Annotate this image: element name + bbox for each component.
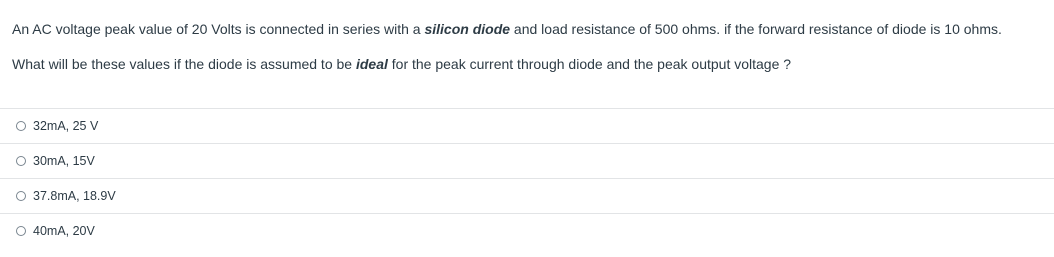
radio-button-icon[interactable] bbox=[16, 226, 26, 236]
answer-option-label: 40mA, 20V bbox=[33, 224, 95, 238]
answer-option-2[interactable] bbox=[0, 143, 1054, 178]
question-line-1-part-2: and load resistance of 500 ohms. if the forward resistance of diode is 10 ohms. bbox=[510, 21, 1002, 37]
answer-option-label: 37.8mA, 18.9V bbox=[33, 189, 116, 203]
answer-options bbox=[0, 108, 1054, 248]
answer-option-4[interactable] bbox=[0, 213, 1054, 248]
question-line-2-emphasis: ideal bbox=[355, 56, 388, 72]
question-line-1 bbox=[12, 20, 1052, 38]
question-line-2 bbox=[12, 55, 1052, 73]
answer-option-label: 30mA, 15V bbox=[33, 154, 95, 168]
answer-option-1[interactable] bbox=[0, 108, 1054, 143]
radio-button-icon[interactable] bbox=[16, 191, 26, 201]
radio-button-icon[interactable] bbox=[16, 156, 26, 166]
question-line-2-part-2: for the peak current through diode and the peak output voltage ? bbox=[387, 56, 792, 72]
answer-option-label: 32mA, 25 V bbox=[33, 119, 99, 133]
question-line-2-part-1: What will be these values if the diode is assumed to be bbox=[12, 56, 356, 72]
radio-button-icon[interactable] bbox=[16, 121, 26, 131]
question-line-1-part-1: An AC voltage peak value of 20 Volts is connected in series with a bbox=[12, 21, 425, 37]
question-line-1-emphasis: silicon diode bbox=[424, 21, 511, 37]
question-text bbox=[12, 20, 1052, 73]
answer-option-3[interactable] bbox=[0, 178, 1054, 213]
